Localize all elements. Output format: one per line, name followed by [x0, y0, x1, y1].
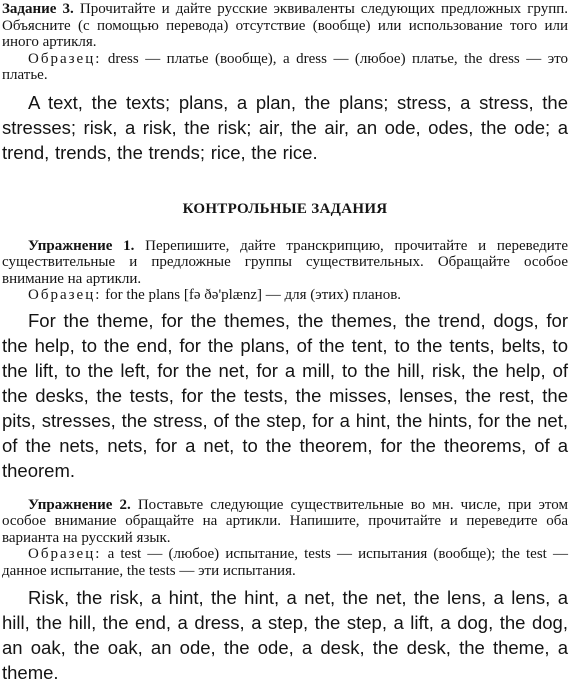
exercise1-example-label: Образец: [28, 287, 102, 303]
exercise1-instruction [2, 238, 568, 288]
task3-example [2, 51, 568, 84]
task3-words: A text, the texts; plans, a plan, the plans; stress, a stress, the stresses; risk, a risk, the risk; air, the air, an ode, odes, the ode; a trend, trends, the trends; rice, the rice. [2, 91, 568, 163]
task3-word-list [2, 90, 568, 165]
textbook-page [2, 0, 568, 685]
exercise1-text: Перепишите, дайте транскрипцию, прочитайте и переведите существительные и предложные группы существительных. Обращайте особое внимание на артикли. [2, 237, 568, 287]
exercise1-word-list [2, 308, 568, 483]
section-heading: КОНТРОЛЬНЫЕ ЗАДАНИЯ [182, 200, 388, 217]
exercise1-example-text: for the plans [fə ðə'plænz] — для (этих) планов. [105, 287, 402, 303]
exercise2-text: Поставьте следующие существительные во мн. числе, при этом особое внимание обращайте на артикли. Напишите, прочитайте и переведите оба варианта на русский язык. [2, 496, 568, 546]
exercise2-word-list [2, 585, 568, 685]
exercise2-example-label: Образец: [28, 546, 102, 562]
task3-label: Задание 3. [2, 1, 74, 17]
exercise1-label: Упражнение 1. [28, 237, 135, 254]
exercise1-example [2, 287, 568, 304]
exercise2-example-text: a test — (любое) испытание, tests — испытания (вообще); the test — данное испытание, the tests — эти испытания. [2, 546, 568, 579]
task3-text: Прочитайте и дайте русские эквиваленты следующих предложных групп. Объясните (с помощью перевода) отсутствие (вообще) или использование того или иного артикля. [2, 1, 568, 50]
task3-example-text: dress — платье (вообще), a dress — (любое) платье, the dress — это платье. [2, 50, 568, 83]
exercise1-words: For the theme, for the themes, the themes, the trend, dogs, for the help, to the end, for the plans, of the tent, to the tents, belts, to the lift, to the left, for the net, for a mill, to the hill, risk, the help, of the desks, the tests, for the tests, the misses, lenses, the rest, the pits, stresses, the stress, of the step, for a hint, the hints, for the net, of the nets, nets, for a net, to the theorem, for the theorems, of a theorem. [2, 309, 568, 481]
task3-instruction [2, 1, 568, 51]
exercise2-instruction [2, 497, 568, 547]
exercise2-label: Упражнение 2. [28, 496, 131, 513]
exercise2-words: Risk, the risk, a hint, the hint, a net, the net, the lens, a lens, a hill, the hill, the end, a dress, a step, the step, a lift, a dog, the dog, an oak, the oak, an ode, the ode, a desk, the desk, the theme, a theme. [2, 587, 568, 683]
exercise2-example [2, 546, 568, 579]
task3-example-label: Образец: [28, 50, 102, 67]
